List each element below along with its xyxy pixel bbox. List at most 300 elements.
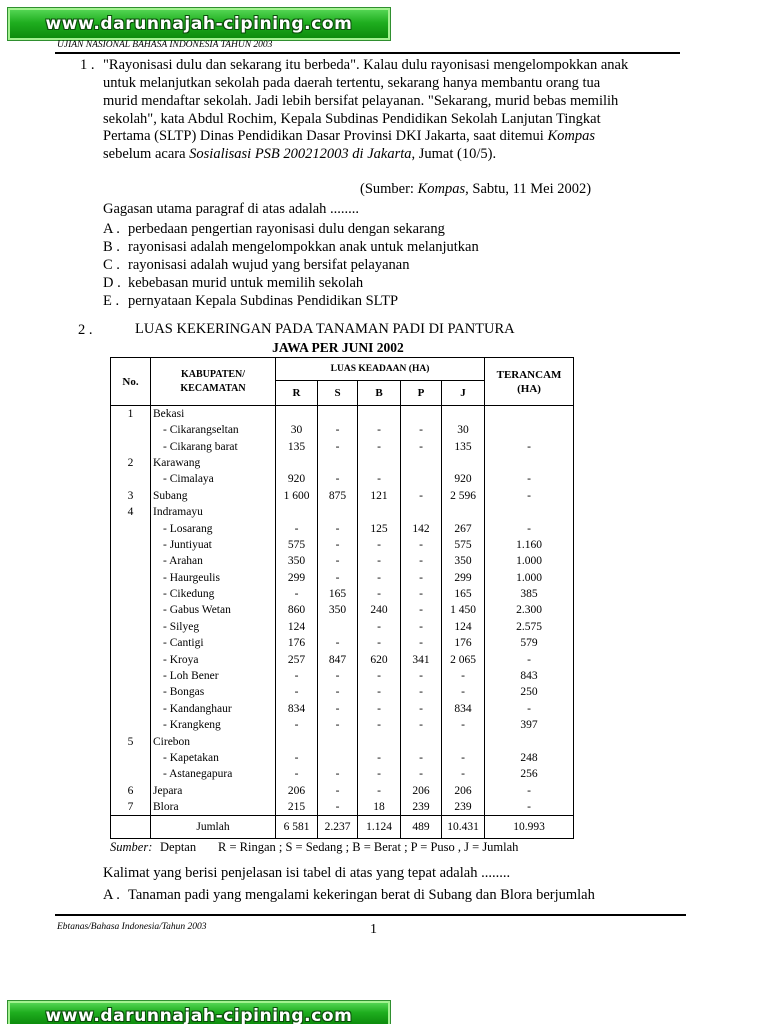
- table-cell-p: 206: [401, 783, 442, 799]
- passage-line-5: [103, 127, 595, 145]
- header-no: No.: [111, 358, 151, 406]
- table-cell-s: 847: [318, 651, 358, 667]
- total-cell-b: 1.124: [358, 815, 401, 838]
- table-cell-j: 135: [442, 438, 485, 454]
- table-cell-name: Jepara: [151, 783, 276, 799]
- table-cell-s: -: [318, 553, 358, 569]
- option-letter: C .: [103, 257, 120, 273]
- table-cell-s: -: [318, 422, 358, 438]
- table-cell-s: 875: [318, 488, 358, 504]
- table-cell-b: -: [358, 553, 401, 569]
- table-cell-r: [276, 733, 318, 749]
- site-banner-text: www.darunnajah-cipining.com: [45, 14, 353, 34]
- table-cell-s: [318, 733, 358, 749]
- header-terancam-line-2: (HA): [517, 382, 541, 395]
- table-title-line-2: JAWA PER JUNI 2002: [272, 340, 404, 355]
- table-cell-s: [318, 504, 358, 520]
- header-s: S: [318, 381, 358, 406]
- table-cell-s: -: [318, 668, 358, 684]
- table-cell-p: [401, 455, 442, 471]
- table-cell-s: -: [318, 799, 358, 816]
- table-cell-terancam: 250: [485, 684, 574, 700]
- table-cell-s: 165: [318, 586, 358, 602]
- table-cell-s: -: [318, 570, 358, 586]
- table-cell-p: -: [401, 701, 442, 717]
- option-c: [103, 256, 409, 274]
- total-cell-r: 6 581: [276, 815, 318, 838]
- table-cell-b: -: [358, 422, 401, 438]
- table-cell-r: 1 600: [276, 488, 318, 504]
- table-cell-j: 30: [442, 422, 485, 438]
- table-cell-name: - Haurgeulis: [151, 570, 276, 586]
- table-cell-no: [111, 619, 151, 635]
- table-cell-no: [111, 668, 151, 684]
- table-cell-name: Bekasi: [151, 406, 276, 423]
- option-text: kebebasan murid untuk memilih sekolah: [128, 275, 364, 291]
- option-text: rayonisasi adalah mengelompokkan anak untuk melanjutkan: [128, 239, 479, 255]
- table-cell-name: - Bongas: [151, 684, 276, 700]
- table-cell-r: -: [276, 586, 318, 602]
- table-cell-b: -: [358, 766, 401, 782]
- table-cell-s: 350: [318, 602, 358, 618]
- table-cell-j: [442, 504, 485, 520]
- table-cell-terancam: 397: [485, 717, 574, 733]
- option-letter: B .: [103, 239, 120, 255]
- table-cell-b: -: [358, 783, 401, 799]
- table-row: [111, 783, 574, 799]
- table-cell-s: -: [318, 783, 358, 799]
- table-cell-b: -: [358, 635, 401, 651]
- table-row: [111, 570, 574, 586]
- table-cell-b: -: [358, 438, 401, 454]
- table-cell-r: -: [276, 750, 318, 766]
- table-cell-terancam: [485, 733, 574, 749]
- table-cell-name: - Krangkeng: [151, 717, 276, 733]
- table-cell-j: 267: [442, 520, 485, 536]
- table-row: [111, 635, 574, 651]
- option-letter: A .: [103, 221, 120, 237]
- table-cell-s: -: [318, 471, 358, 487]
- table-cell-name: - Loh Bener: [151, 668, 276, 684]
- table-cell-no: [111, 766, 151, 782]
- table-cell-name: - Juntiyuat: [151, 537, 276, 553]
- table-cell-p: -: [401, 602, 442, 618]
- table-cell-r: 206: [276, 783, 318, 799]
- header-kabupaten-line-1: KABUPATEN/: [180, 368, 246, 380]
- table-cell-p: 341: [401, 651, 442, 667]
- table-cell-terancam: 579: [485, 635, 574, 651]
- table-cell-j: 350: [442, 553, 485, 569]
- table-cell-p: 239: [401, 799, 442, 816]
- table-row: [111, 455, 574, 471]
- table-cell-j: 920: [442, 471, 485, 487]
- table-cell-j: [442, 406, 485, 423]
- table-row: [111, 668, 574, 684]
- site-banner-bottom: [8, 1001, 390, 1024]
- header-r: R: [276, 381, 318, 406]
- table-cell-j: [442, 455, 485, 471]
- table-cell-no: [111, 684, 151, 700]
- exam-header: UJIAN NASIONAL BAHASA INDONESIA TAHUN 2003: [57, 40, 273, 50]
- table-cell-terancam: 248: [485, 750, 574, 766]
- site-banner-text: www.darunnajah-cipining.com: [45, 1006, 353, 1024]
- table-cell-j: -: [442, 684, 485, 700]
- table-cell-p: -: [401, 619, 442, 635]
- site-banner-top: [8, 8, 390, 40]
- header-j: J: [442, 381, 485, 406]
- question-1-number: 1 .: [80, 57, 95, 73]
- table-cell-b: 240: [358, 602, 401, 618]
- table-cell-j: 206: [442, 783, 485, 799]
- table-cell-p: [401, 733, 442, 749]
- table-row: [111, 553, 574, 569]
- table-cell-no: 7: [111, 799, 151, 816]
- table-cell-b: -: [358, 471, 401, 487]
- question-1-prompt: Gagasan utama paragraf di atas adalah ........: [103, 201, 360, 217]
- total-label: Jumlah: [151, 815, 276, 838]
- table-cell-j: 176: [442, 635, 485, 651]
- table-cell-p: -: [401, 438, 442, 454]
- table-cell-terancam: -: [485, 488, 574, 504]
- table-cell-s: [318, 455, 358, 471]
- table-cell-no: [111, 701, 151, 717]
- table-cell-terancam: [485, 504, 574, 520]
- passage-text: Pertama (SLTP) Dinas Pendidikan Dasar Provinsi DKI Jakarta, saat ditemui: [103, 128, 548, 144]
- option-a: [103, 886, 595, 904]
- table-cell-p: [401, 471, 442, 487]
- table-cell-b: [358, 406, 401, 423]
- header-terancam-line-1: TERANCAM: [496, 368, 562, 381]
- table-cell-r: -: [276, 668, 318, 684]
- header-kabupaten: [151, 358, 276, 406]
- table-cell-r: [276, 504, 318, 520]
- option-d: [103, 274, 363, 292]
- table-cell-no: [111, 717, 151, 733]
- drought-table: [110, 357, 574, 839]
- table-cell-p: -: [401, 668, 442, 684]
- table-cell-j: -: [442, 717, 485, 733]
- table-cell-no: 2: [111, 455, 151, 471]
- table-cell-j: 299: [442, 570, 485, 586]
- table-cell-b: [358, 504, 401, 520]
- table-cell-name: - Losarang: [151, 520, 276, 536]
- passage-text: sebelum acara: [103, 146, 190, 162]
- table-row: [111, 602, 574, 618]
- passage-line-3: murid mendaftar sekolah. Jadi lebih bersifat pelayanan. "Sekarang, murid bebas memilih: [103, 93, 619, 109]
- table-cell-terancam: -: [485, 783, 574, 799]
- table-cell-b: 18: [358, 799, 401, 816]
- table-cell-r: [276, 406, 318, 423]
- table-cell-p: -: [401, 570, 442, 586]
- table-cell-s: -: [318, 635, 358, 651]
- table-cell-b: 125: [358, 520, 401, 536]
- table-cell-no: [111, 422, 151, 438]
- table-cell-s: -: [318, 684, 358, 700]
- table-row: [111, 520, 574, 536]
- table-total-row: [111, 815, 574, 838]
- table-cell-no: 1: [111, 406, 151, 423]
- table-cell-no: [111, 438, 151, 454]
- table-cell-name: - Silyeg: [151, 619, 276, 635]
- table-cell-terancam: -: [485, 701, 574, 717]
- table-cell-no: [111, 537, 151, 553]
- table-cell-no: 3: [111, 488, 151, 504]
- table-cell-terancam: -: [485, 471, 574, 487]
- table-cell-r: 176: [276, 635, 318, 651]
- table-row: [111, 733, 574, 749]
- table-cell-p: -: [401, 537, 442, 553]
- table-cell-s: -: [318, 438, 358, 454]
- table-cell-s: [318, 619, 358, 635]
- table-cell-name: - Arahan: [151, 553, 276, 569]
- source-suffix: , Sabtu, 11 Mei 2002): [465, 181, 592, 197]
- table-cell-no: [111, 553, 151, 569]
- table-cell-terancam: 1.160: [485, 537, 574, 553]
- table-cell-b: -: [358, 586, 401, 602]
- table-cell-terancam: 385: [485, 586, 574, 602]
- table-cell-r: 920: [276, 471, 318, 487]
- table-cell-s: -: [318, 701, 358, 717]
- table-cell-no: [111, 750, 151, 766]
- option-e: [103, 292, 398, 310]
- source-name: Deptan: [160, 840, 197, 854]
- table-row: [111, 422, 574, 438]
- table-row: [111, 471, 574, 487]
- table-cell-j: 165: [442, 586, 485, 602]
- table-cell-name: Cirebon: [151, 733, 276, 749]
- table-cell-j: 124: [442, 619, 485, 635]
- table-cell-no: [111, 586, 151, 602]
- table-cell-s: [318, 406, 358, 423]
- table-cell-name: - Kandanghaur: [151, 701, 276, 717]
- table-cell-r: 257: [276, 651, 318, 667]
- option-text: Tanaman padi yang mengalami kekeringan berat di Subang dan Blora berjumlah: [128, 887, 595, 903]
- header-kabupaten-line-2: KECAMATAN: [180, 382, 246, 394]
- option-letter: D .: [103, 275, 121, 291]
- footer-text: Ebtanas/Bahasa Indonesia/Tahun 2003: [57, 922, 207, 932]
- table-cell-s: -: [318, 520, 358, 536]
- table-cell-r: 860: [276, 602, 318, 618]
- table-cell-b: -: [358, 570, 401, 586]
- total-cell-terancam: 10.993: [485, 815, 574, 838]
- table-cell-p: -: [401, 717, 442, 733]
- table-cell-j: -: [442, 668, 485, 684]
- table-cell-r: 299: [276, 570, 318, 586]
- table-cell-p: -: [401, 635, 442, 651]
- passage-line-4: sekolah", kata Abdul Rochim, Kepala Subdinas Pendidikan Sekolah Lanjutan Tingkat: [103, 111, 601, 127]
- passage-source: [360, 180, 591, 198]
- table-cell-s: [318, 750, 358, 766]
- table-cell-j: 1 450: [442, 602, 485, 618]
- passage-line-6: [103, 145, 496, 163]
- table-cell-r: 135: [276, 438, 318, 454]
- table-cell-j: [442, 733, 485, 749]
- option-text: pernyataan Kepala Subdinas Pendidikan SLTP: [128, 293, 399, 309]
- table-row: [111, 684, 574, 700]
- header-luas-keadaan: LUAS KEADAAN (HA): [276, 358, 485, 381]
- newspaper-name: Kompas: [547, 128, 595, 144]
- table-cell-no: [111, 635, 151, 651]
- table-cell-p: [401, 406, 442, 423]
- header-b: B: [358, 381, 401, 406]
- option-text: rayonisasi adalah wujud yang bersifat pelayanan: [128, 257, 410, 273]
- table-cell-p: -: [401, 684, 442, 700]
- table-cell-b: [358, 733, 401, 749]
- source-newspaper: Kompas: [417, 181, 466, 197]
- passage-line-2: untuk melanjutkan sekolah pada daerah tertentu, sekarang hanya membantu orang tua: [103, 75, 601, 91]
- source-label: Sumber:: [110, 840, 153, 854]
- table-cell-r: -: [276, 684, 318, 700]
- table-cell-name: Indramayu: [151, 504, 276, 520]
- table-cell-p: [401, 504, 442, 520]
- source-prefix: (Sumber:: [360, 181, 418, 197]
- table-row: [111, 701, 574, 717]
- table-cell-no: [111, 651, 151, 667]
- table-cell-p: -: [401, 553, 442, 569]
- table-cell-s: -: [318, 537, 358, 553]
- table-cell-name: - Kapetakan: [151, 750, 276, 766]
- table-cell-terancam: 1.000: [485, 553, 574, 569]
- total-cell-no: [111, 815, 151, 838]
- option-letter: A .: [103, 887, 120, 903]
- total-cell-j: 10.431: [442, 815, 485, 838]
- table-cell-s: -: [318, 766, 358, 782]
- table-cell-b: -: [358, 717, 401, 733]
- table-cell-r: 834: [276, 701, 318, 717]
- table-row: [111, 619, 574, 635]
- table-cell-r: 575: [276, 537, 318, 553]
- table-title-line-1: LUAS KEKERINGAN PADA TANAMAN PADI DI PANTURA: [135, 321, 515, 337]
- table-cell-r: -: [276, 717, 318, 733]
- table-cell-r: -: [276, 520, 318, 536]
- table-cell-terancam: -: [485, 651, 574, 667]
- event-name: Sosialisasi PSB 200212003 di Jakarta: [189, 146, 412, 162]
- table-cell-s: -: [318, 717, 358, 733]
- table-cell-terancam: [485, 455, 574, 471]
- table-cell-r: 30: [276, 422, 318, 438]
- table-cell-r: [276, 455, 318, 471]
- table-cell-j: 239: [442, 799, 485, 816]
- total-cell-p: 489: [401, 815, 442, 838]
- table-cell-p: 142: [401, 520, 442, 536]
- total-cell-s: 2.237: [318, 815, 358, 838]
- table-cell-r: 124: [276, 619, 318, 635]
- table-cell-terancam: 1.000: [485, 570, 574, 586]
- table-cell-p: -: [401, 586, 442, 602]
- header-rule: [55, 52, 680, 54]
- table-legend: R = Ringan ; S = Sedang ; B = Berat ; P = Puso , J = Jumlah: [218, 840, 519, 854]
- table-cell-terancam: 843: [485, 668, 574, 684]
- table-cell-p: -: [401, 488, 442, 504]
- table-cell-b: [358, 455, 401, 471]
- option-letter: E .: [103, 293, 120, 309]
- table-cell-terancam: -: [485, 799, 574, 816]
- table-cell-b: 121: [358, 488, 401, 504]
- page-number: 1: [370, 922, 377, 937]
- table-cell-terancam: 2.300: [485, 602, 574, 618]
- passage-line-1: "Rayonisasi dulu dan sekarang itu berbeda". Kalau dulu rayonisasi mengelompokkan anak: [103, 57, 629, 73]
- table-row: [111, 766, 574, 782]
- table-cell-name: - Gabus Wetan: [151, 602, 276, 618]
- table-cell-name: - Cikarang barat: [151, 438, 276, 454]
- table-row: [111, 488, 574, 504]
- table-cell-j: -: [442, 766, 485, 782]
- table-cell-name: Karawang: [151, 455, 276, 471]
- table-cell-r: 350: [276, 553, 318, 569]
- table-cell-j: 2 596: [442, 488, 485, 504]
- table-cell-no: [111, 602, 151, 618]
- table-cell-name: - Cikarangseltan: [151, 422, 276, 438]
- table-cell-b: 620: [358, 651, 401, 667]
- option-text: perbedaan pengertian rayonisasi dulu dengan sekarang: [128, 221, 445, 237]
- table-source-note: [110, 840, 570, 855]
- table-cell-terancam: -: [485, 438, 574, 454]
- table-header-row: [111, 358, 574, 381]
- table-row: [111, 504, 574, 520]
- question-2-prompt: Kalimat yang berisi penjelasan isi tabel di atas yang tepat adalah ........: [103, 865, 511, 881]
- footer-rule: [55, 914, 686, 916]
- table-cell-no: 5: [111, 733, 151, 749]
- table-cell-j: -: [442, 750, 485, 766]
- table-cell-b: -: [358, 537, 401, 553]
- table-cell-p: -: [401, 422, 442, 438]
- table-row: [111, 717, 574, 733]
- table-cell-terancam: [485, 406, 574, 423]
- table-cell-p: -: [401, 766, 442, 782]
- table-body: [111, 406, 574, 816]
- table-cell-no: [111, 520, 151, 536]
- table-cell-j: 2 065: [442, 651, 485, 667]
- table-cell-r: 215: [276, 799, 318, 816]
- table-cell-j: 575: [442, 537, 485, 553]
- table-row: [111, 799, 574, 816]
- table-cell-no: [111, 471, 151, 487]
- header-terancam: [485, 358, 574, 406]
- table-cell-b: -: [358, 750, 401, 766]
- table-cell-p: -: [401, 750, 442, 766]
- table-cell-r: -: [276, 766, 318, 782]
- table-cell-name: Blora: [151, 799, 276, 816]
- table-cell-no: 6: [111, 783, 151, 799]
- table-cell-terancam: 256: [485, 766, 574, 782]
- table-cell-terancam: -: [485, 520, 574, 536]
- option-b: [103, 238, 479, 256]
- table-cell-name: Subang: [151, 488, 276, 504]
- table-row: [111, 586, 574, 602]
- table-cell-terancam: 2.575: [485, 619, 574, 635]
- table-row: [111, 651, 574, 667]
- table-cell-name: - Cantigi: [151, 635, 276, 651]
- table-cell-no: 4: [111, 504, 151, 520]
- table-cell-name: - Cimalaya: [151, 471, 276, 487]
- option-a: [103, 220, 445, 238]
- question-2-number: 2 .: [78, 322, 93, 338]
- table-cell-b: -: [358, 668, 401, 684]
- table-row: [111, 750, 574, 766]
- table-row: [111, 537, 574, 553]
- table-cell-terancam: [485, 422, 574, 438]
- table-cell-name: - Cikedung: [151, 586, 276, 602]
- table-cell-b: -: [358, 701, 401, 717]
- header-p: P: [401, 381, 442, 406]
- passage-text: , Jumat (10/5).: [411, 146, 497, 162]
- table-row: [111, 438, 574, 454]
- table-cell-name: - Kroya: [151, 651, 276, 667]
- table-cell-b: -: [358, 684, 401, 700]
- table-cell-no: [111, 570, 151, 586]
- table-row: [111, 406, 574, 423]
- table-cell-name: - Astanegapura: [151, 766, 276, 782]
